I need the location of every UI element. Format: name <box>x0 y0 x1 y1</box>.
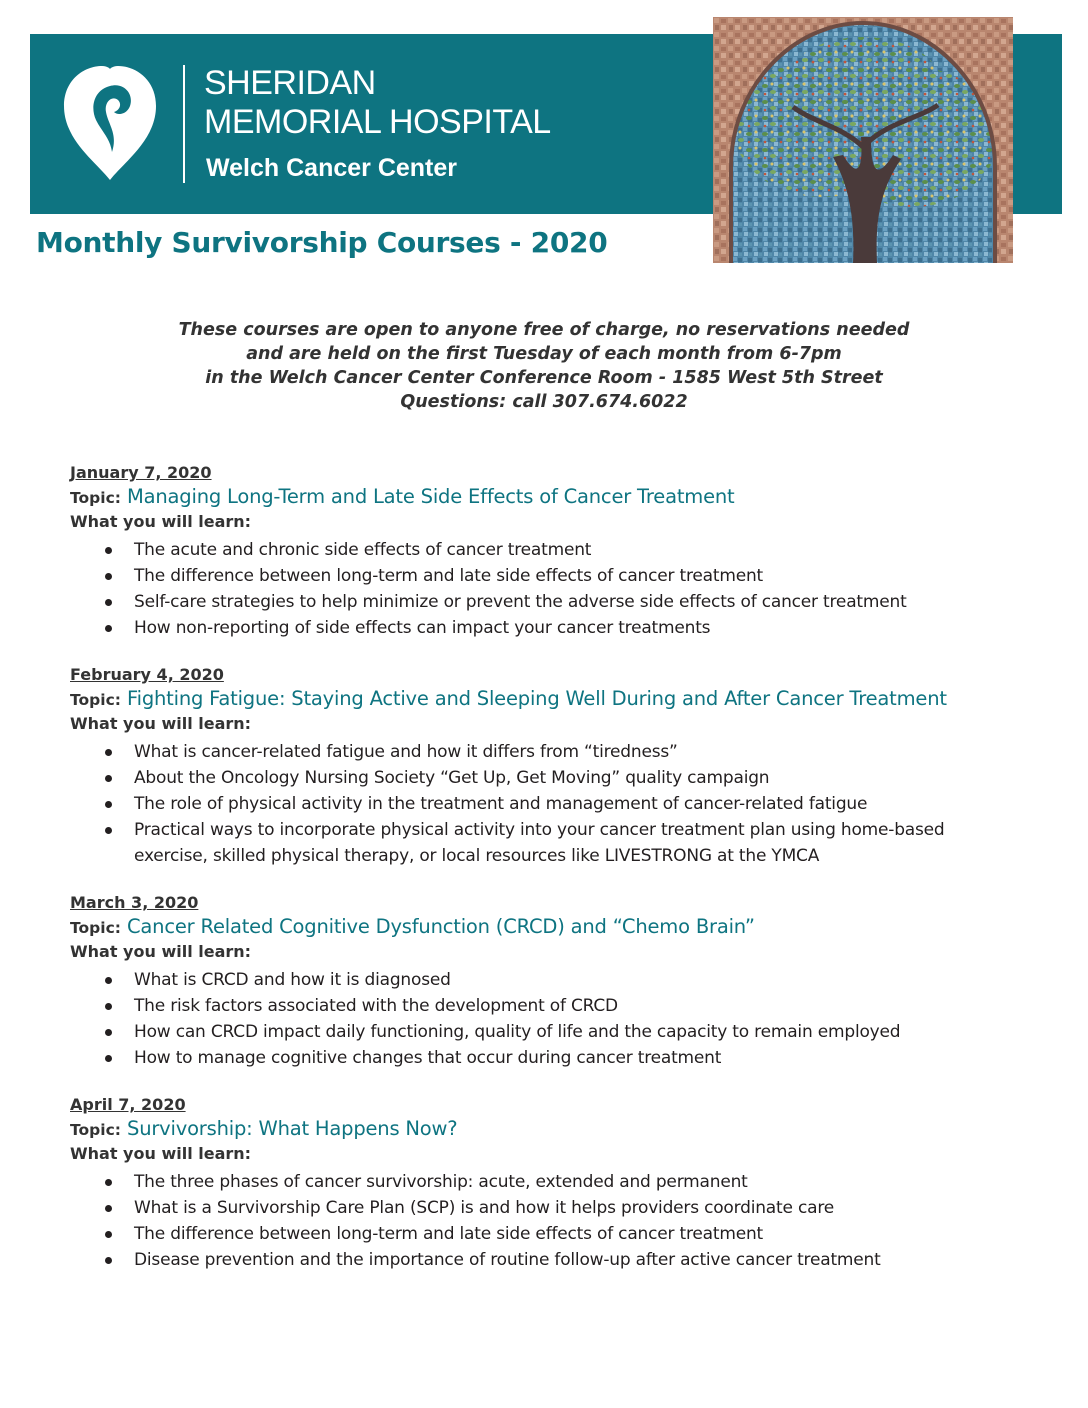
course-topic <box>70 914 1070 941</box>
course-topic <box>70 686 1070 713</box>
list-item: The difference between long-term and late side effects of cancer treatment <box>70 563 1070 589</box>
logo-divider <box>183 65 185 183</box>
learn-label: What you will learn: <box>70 1144 252 1163</box>
topic-label: Topic: <box>70 489 121 507</box>
intro-line: Questions: call 307.674.6022 <box>400 392 688 412</box>
list-item: The difference between long-term and late side effects of cancer treatment <box>70 1221 1070 1247</box>
course-topic <box>70 1116 1070 1143</box>
list-item: How non-reporting of side effects can impact your cancer treatments <box>70 615 1070 641</box>
list-item: Disease prevention and the importance of routine follow-up after active cancer treatment <box>70 1247 1070 1273</box>
list-item: How to manage cognitive changes that occur during cancer treatment <box>70 1045 1070 1071</box>
list-item: What is cancer-related fatigue and how it differs from “tiredness” <box>70 739 1070 765</box>
list-item: The role of physical activity in the treatment and management of cancer-related fatigue <box>70 791 1070 817</box>
list-item: Self-care strategies to help minimize or prevent the adverse side effects of cancer treatment <box>70 589 1070 615</box>
course-date: April 7, 2020 <box>70 1095 186 1114</box>
topic-label: Topic: <box>70 919 121 937</box>
list-item: What is a Survivorship Care Plan (SCP) is and how it helps providers coordinate care <box>70 1195 1070 1221</box>
topic-title: Fighting Fatigue: Staying Active and Sleeping Well During and After Cancer Treatment <box>127 687 947 710</box>
course-section-february <box>70 664 1070 869</box>
hospital-name <box>204 64 551 142</box>
course-date: January 7, 2020 <box>70 463 212 482</box>
topic-label: Topic: <box>70 1121 121 1139</box>
intro-line: These courses are open to anyone free of charge, no reservations needed <box>178 320 910 340</box>
bullet-list <box>70 1169 1070 1273</box>
mosaic-tree-image <box>713 17 1013 263</box>
bullet-list <box>70 537 1070 641</box>
learn-label: What you will learn: <box>70 942 252 961</box>
intro-line: in the Welch Cancer Center Conference Room - 1585 West 5th Street <box>205 368 883 388</box>
intro-block <box>0 318 1088 414</box>
course-section-march <box>70 892 1070 1071</box>
topic-title: Cancer Related Cognitive Dysfunction (CRCD) and “Chemo Brain” <box>127 915 755 938</box>
course-date: February 4, 2020 <box>70 665 224 684</box>
course-section-april <box>70 1094 1070 1273</box>
list-item: The risk factors associated with the development of CRCD <box>70 993 1070 1019</box>
list-item: The three phases of cancer survivorship: acute, extended and permanent <box>70 1169 1070 1195</box>
list-item: What is CRCD and how it is diagnosed <box>70 967 1070 993</box>
course-section-january <box>70 462 1070 641</box>
course-date: March 3, 2020 <box>70 893 199 912</box>
learn-label: What you will learn: <box>70 714 252 733</box>
course-topic <box>70 484 1070 511</box>
center-name: Welch Cancer Center <box>206 154 458 182</box>
list-item: The acute and chronic side effects of cancer treatment <box>70 537 1070 563</box>
list-item: How can CRCD impact daily functioning, quality of life and the capacity to remain employed <box>70 1019 1070 1045</box>
topic-title: Survivorship: What Happens Now? <box>127 1117 458 1140</box>
bullet-list <box>70 739 1070 869</box>
topic-title: Managing Long-Term and Late Side Effects of Cancer Treatment <box>127 485 735 508</box>
list-item: Practical ways to incorporate physical activity into your cancer treatment plan using home-based exercise, skilled physical therapy, or local resources like LIVESTRONG at the YMCA <box>70 817 1070 869</box>
list-item: About the Oncology Nursing Society “Get Up, Get Moving” quality campaign <box>70 765 1070 791</box>
hospital-name-line1: SHERIDAN <box>204 64 376 102</box>
page-title: Monthly Survivorship Courses - 2020 <box>36 226 608 259</box>
bullet-list <box>70 967 1070 1071</box>
intro-line: and are held on the first Tuesday of each month from 6-7pm <box>246 344 842 364</box>
heart-logo-icon <box>60 62 160 182</box>
learn-label: What you will learn: <box>70 512 252 531</box>
hospital-name-line2: MEMORIAL HOSPITAL <box>204 103 551 141</box>
topic-label: Topic: <box>70 691 121 709</box>
